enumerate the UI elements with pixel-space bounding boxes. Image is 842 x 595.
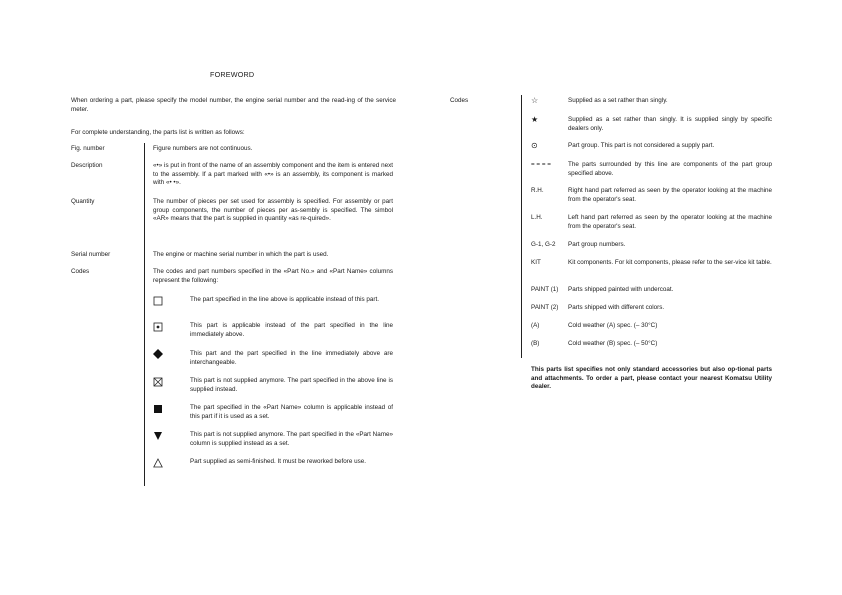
lead-text: For complete understanding, the parts list is written as follows: xyxy=(71,129,245,136)
empty-square-icon xyxy=(153,296,163,306)
filled-diamond-icon xyxy=(153,349,163,359)
row-label-serial-number: Serial number xyxy=(71,251,111,258)
code-label-filled-star: ★ xyxy=(531,115,539,124)
row-text-codes: The codes and part numbers specified in the «Part No.» and «Part Name» columns represent the following: xyxy=(153,268,393,284)
left-divider xyxy=(144,143,145,486)
row-label-codes: Codes xyxy=(71,268,90,275)
code-text-dotted-square: This part is applicable instead of the part specified in the line immediately above. xyxy=(190,322,393,338)
code-text-crossed-square: This part is not supplied anymore. The part specified in the above line is supplied instead. xyxy=(190,377,393,393)
row-text-serial-number: The engine or machine serial number in which the part is used. xyxy=(153,251,329,258)
dotted-square-icon xyxy=(153,322,163,332)
row-label-description: Description xyxy=(71,162,103,169)
filled-down-triangle-icon xyxy=(153,431,163,441)
code-text-paint-1: Parts shipped painted with undercoat. xyxy=(568,286,674,293)
code-label-kit: KIT xyxy=(531,259,541,266)
code-text-filled-down-triangle: This part is not supplied anymore. The part specified in the «Part Name» column is supplied instead as a set. xyxy=(190,431,393,447)
code-label-outline-star: ☆ xyxy=(531,96,539,105)
filled-square-icon xyxy=(153,404,163,414)
right-divider xyxy=(521,95,522,358)
code-label-b: (B) xyxy=(531,340,540,347)
code-label-paint-2: PAINT (2) xyxy=(531,304,559,311)
row-label-fig-number: Fig. number xyxy=(71,145,105,152)
outline-triangle-icon xyxy=(153,458,163,468)
code-label-group: G-1, G-2 xyxy=(531,241,556,248)
row-label-quantity: Quantity xyxy=(71,198,95,205)
row-text-quantity: The number of pieces per set used for assembly is specified. For assembly or part group components, the number of pieces per as-sembly is specified. The simbol «AR» means that the part is supplied in quantity «as re-quired». xyxy=(153,198,393,223)
code-label-circled-dot: ⊙ xyxy=(531,141,538,150)
code-text-b: Cold weather (B) spec. (– 50°C) xyxy=(568,340,658,347)
code-label-lh: L.H. xyxy=(531,214,543,221)
code-text-rh: Right hand part referred as seen by the operator looking at the machine from the operator's seat. xyxy=(568,187,772,203)
codes-heading: Codes xyxy=(450,97,469,104)
code-label-rh: R.H. xyxy=(531,187,544,194)
code-text-empty-square: The part specified in the line above is applicable instead of this part. xyxy=(190,296,380,303)
code-label-paint-1: PAINT (1) xyxy=(531,286,559,293)
code-label-dashed-line: = = = = xyxy=(531,161,551,168)
code-text-circled-dot: Part group. This part is not considered a supply part. xyxy=(568,142,715,149)
code-text-filled-diamond: This part and the part specified in the line immediately above are interchangeable. xyxy=(190,350,393,366)
row-text-description: «•» is put in front of the name of an assembly component and the item is entered next to the assembly. If a part marked with «•» is an assembly, its component is marked with «• •». xyxy=(153,162,393,187)
code-text-filled-square: The part specified in the «Part Name» column is applicable instead of this part if it is used as a set. xyxy=(190,404,393,420)
code-label-a: (A) xyxy=(531,322,540,329)
code-text-outline-star: Supplied as a set rather than singly. xyxy=(568,97,668,104)
row-text-fig-number: Figure numbers are not continuous. xyxy=(153,145,253,152)
intro-text: When ordering a part, please specify the model number, the engine serial number and the read-ing of the service meter. xyxy=(71,97,396,113)
code-text-dashed-line: The parts surrounded by this line are components of the part group specified above. xyxy=(568,161,772,177)
code-text-a: Cold weather (A) spec. (– 30°C) xyxy=(568,322,658,329)
crossed-square-icon xyxy=(153,377,163,387)
code-text-kit: Kit components. For kit components, please refer to the ser-vice kit table. xyxy=(568,259,772,266)
page-title: FOREWORD xyxy=(210,70,255,79)
bottom-note: This parts list specifies not only standard accessories but also op-tional parts and attachments. To order a part, please contact your nearest Komatsu Utility dealer. xyxy=(531,366,772,391)
code-text-filled-star: Supplied as a set rather than singly. It is supplied singly by specific dealers only. xyxy=(568,116,772,132)
code-text-group: Part group numbers. xyxy=(568,241,626,248)
code-text-outline-triangle: Part supplied as semi-finished. It must be reworked before use. xyxy=(190,458,367,465)
code-text-lh: Left hand part referred as seen by the operator looking at the machine from the operator's seat. xyxy=(568,214,772,230)
code-text-paint-2: Parts shipped with different colors. xyxy=(568,304,665,311)
